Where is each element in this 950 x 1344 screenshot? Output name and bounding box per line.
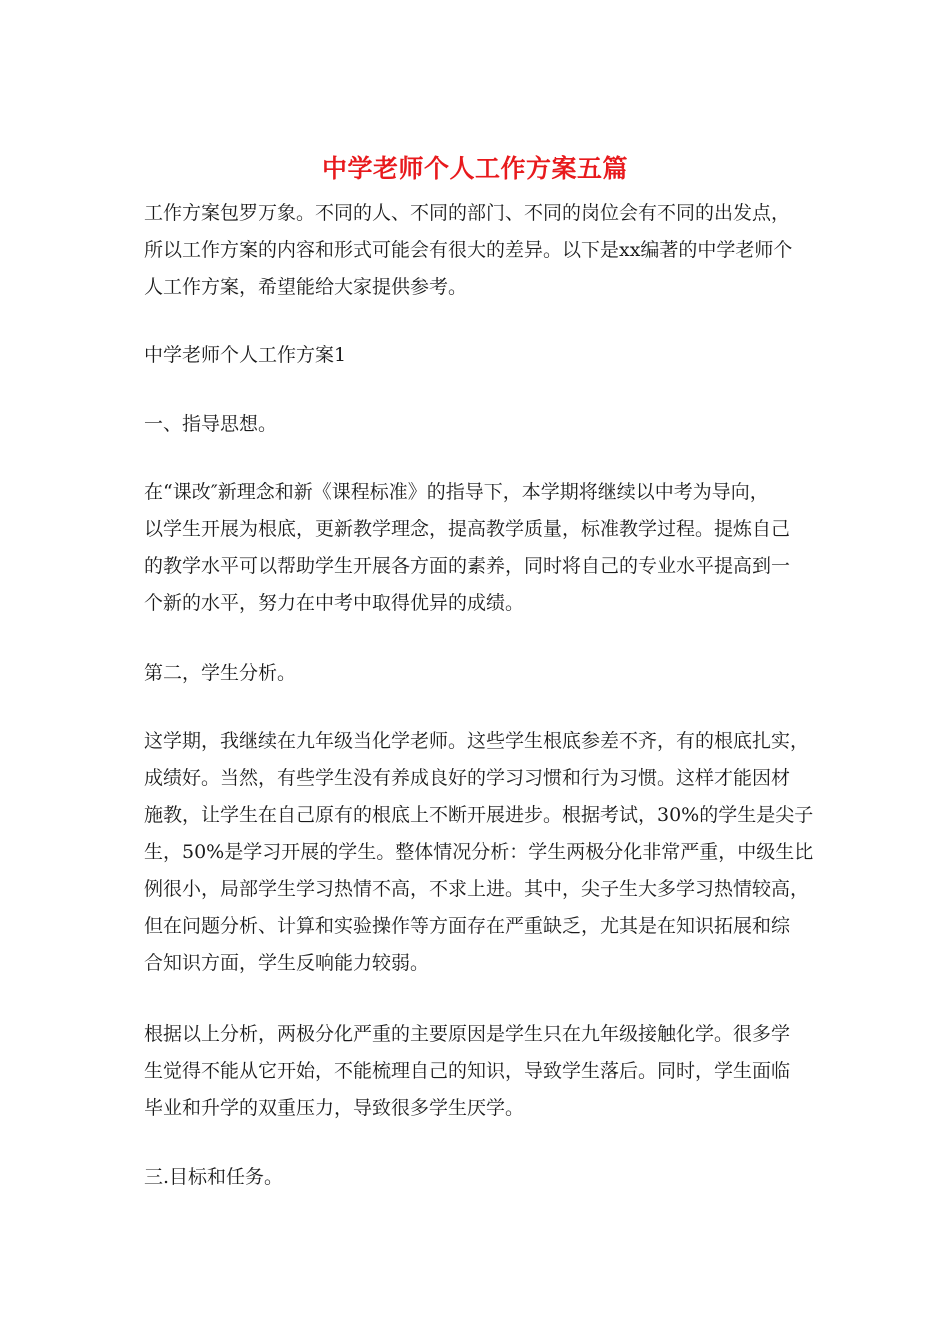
section1-paragraph — [144, 474, 812, 622]
section2-heading: 第二，学生分析。 — [144, 662, 297, 684]
intro-paragraph — [144, 195, 812, 306]
text-line: 生，50%是学习开展的学生。整体情况分析：学生两极分化非常严重，中级生比 — [144, 841, 814, 863]
text-line: 根据以上分析，两极分化严重的主要原因是学生只在九年级接触化学。很多学 — [144, 1023, 791, 1045]
text-line: 合知识方面，学生反响能力较弱。 — [144, 952, 430, 974]
section1-heading: 一、指导思想。 — [144, 413, 278, 435]
text-line: 例很小，局部学生学习热情不高，不求上进。其中，尖子生大多学习热情较高， — [144, 878, 810, 900]
text-line: 成绩好。当然，有些学生没有养成良好的学习习惯和行为习惯。这样才能因材 — [144, 767, 791, 789]
section-heading — [144, 1159, 812, 1196]
text-line: 生觉得不能从它开始，不能梳理自己的知识，导致学生落后。同时，学生面临 — [144, 1060, 791, 1082]
text-line: 在“课改″新理念和新《课程标准》的指导下，本学期将继续以中考为导向， — [144, 481, 769, 503]
text-line: 但在问题分析、计算和实验操作等方面存在严重缺乏，尤其是在知识拓展和综 — [144, 915, 791, 937]
section3-heading: 三.目标和任务。 — [144, 1166, 284, 1188]
section-heading — [144, 406, 812, 443]
section-heading — [144, 655, 812, 692]
text-line: 毕业和升学的双重压力，导致很多学生厌学。 — [144, 1097, 525, 1119]
text-line: 以学生开展为根底，更新教学理念，提高教学质量，标准教学过程。提炼自己 — [144, 518, 791, 540]
text-line: 的教学水平可以帮助学生开展各方面的素养，同时将自己的专业水平提高到一 — [144, 555, 791, 577]
plan1-heading: 中学老师个人工作方案1 — [144, 344, 347, 366]
section2-paragraph — [144, 723, 812, 982]
section2-paragraph-2 — [144, 1016, 812, 1127]
plan-heading — [144, 337, 812, 374]
text-line: 人工作方案，希望能给大家提供参考。 — [144, 276, 468, 298]
document-title: 中学老师个人工作方案五篇 — [321, 154, 628, 183]
text-line: 施教，让学生在自己原有的根底上不断开展进步。根据考试，30%的学生是尖子 — [144, 804, 814, 826]
text-line: 工作方案包罗万象。不同的人、不同的部门、不同的岗位会有不同的出发点， — [144, 202, 791, 224]
text-line: 这学期，我继续在九年级当化学老师。这些学生根底参差不齐，有的根底扎实， — [144, 730, 810, 752]
text-line: 所以工作方案的内容和形式可能会有很大的差异。以下是xx编著的中学老师个 — [144, 239, 793, 261]
text-line: 个新的水平，努力在中考中取得优异的成绩。 — [144, 592, 525, 614]
